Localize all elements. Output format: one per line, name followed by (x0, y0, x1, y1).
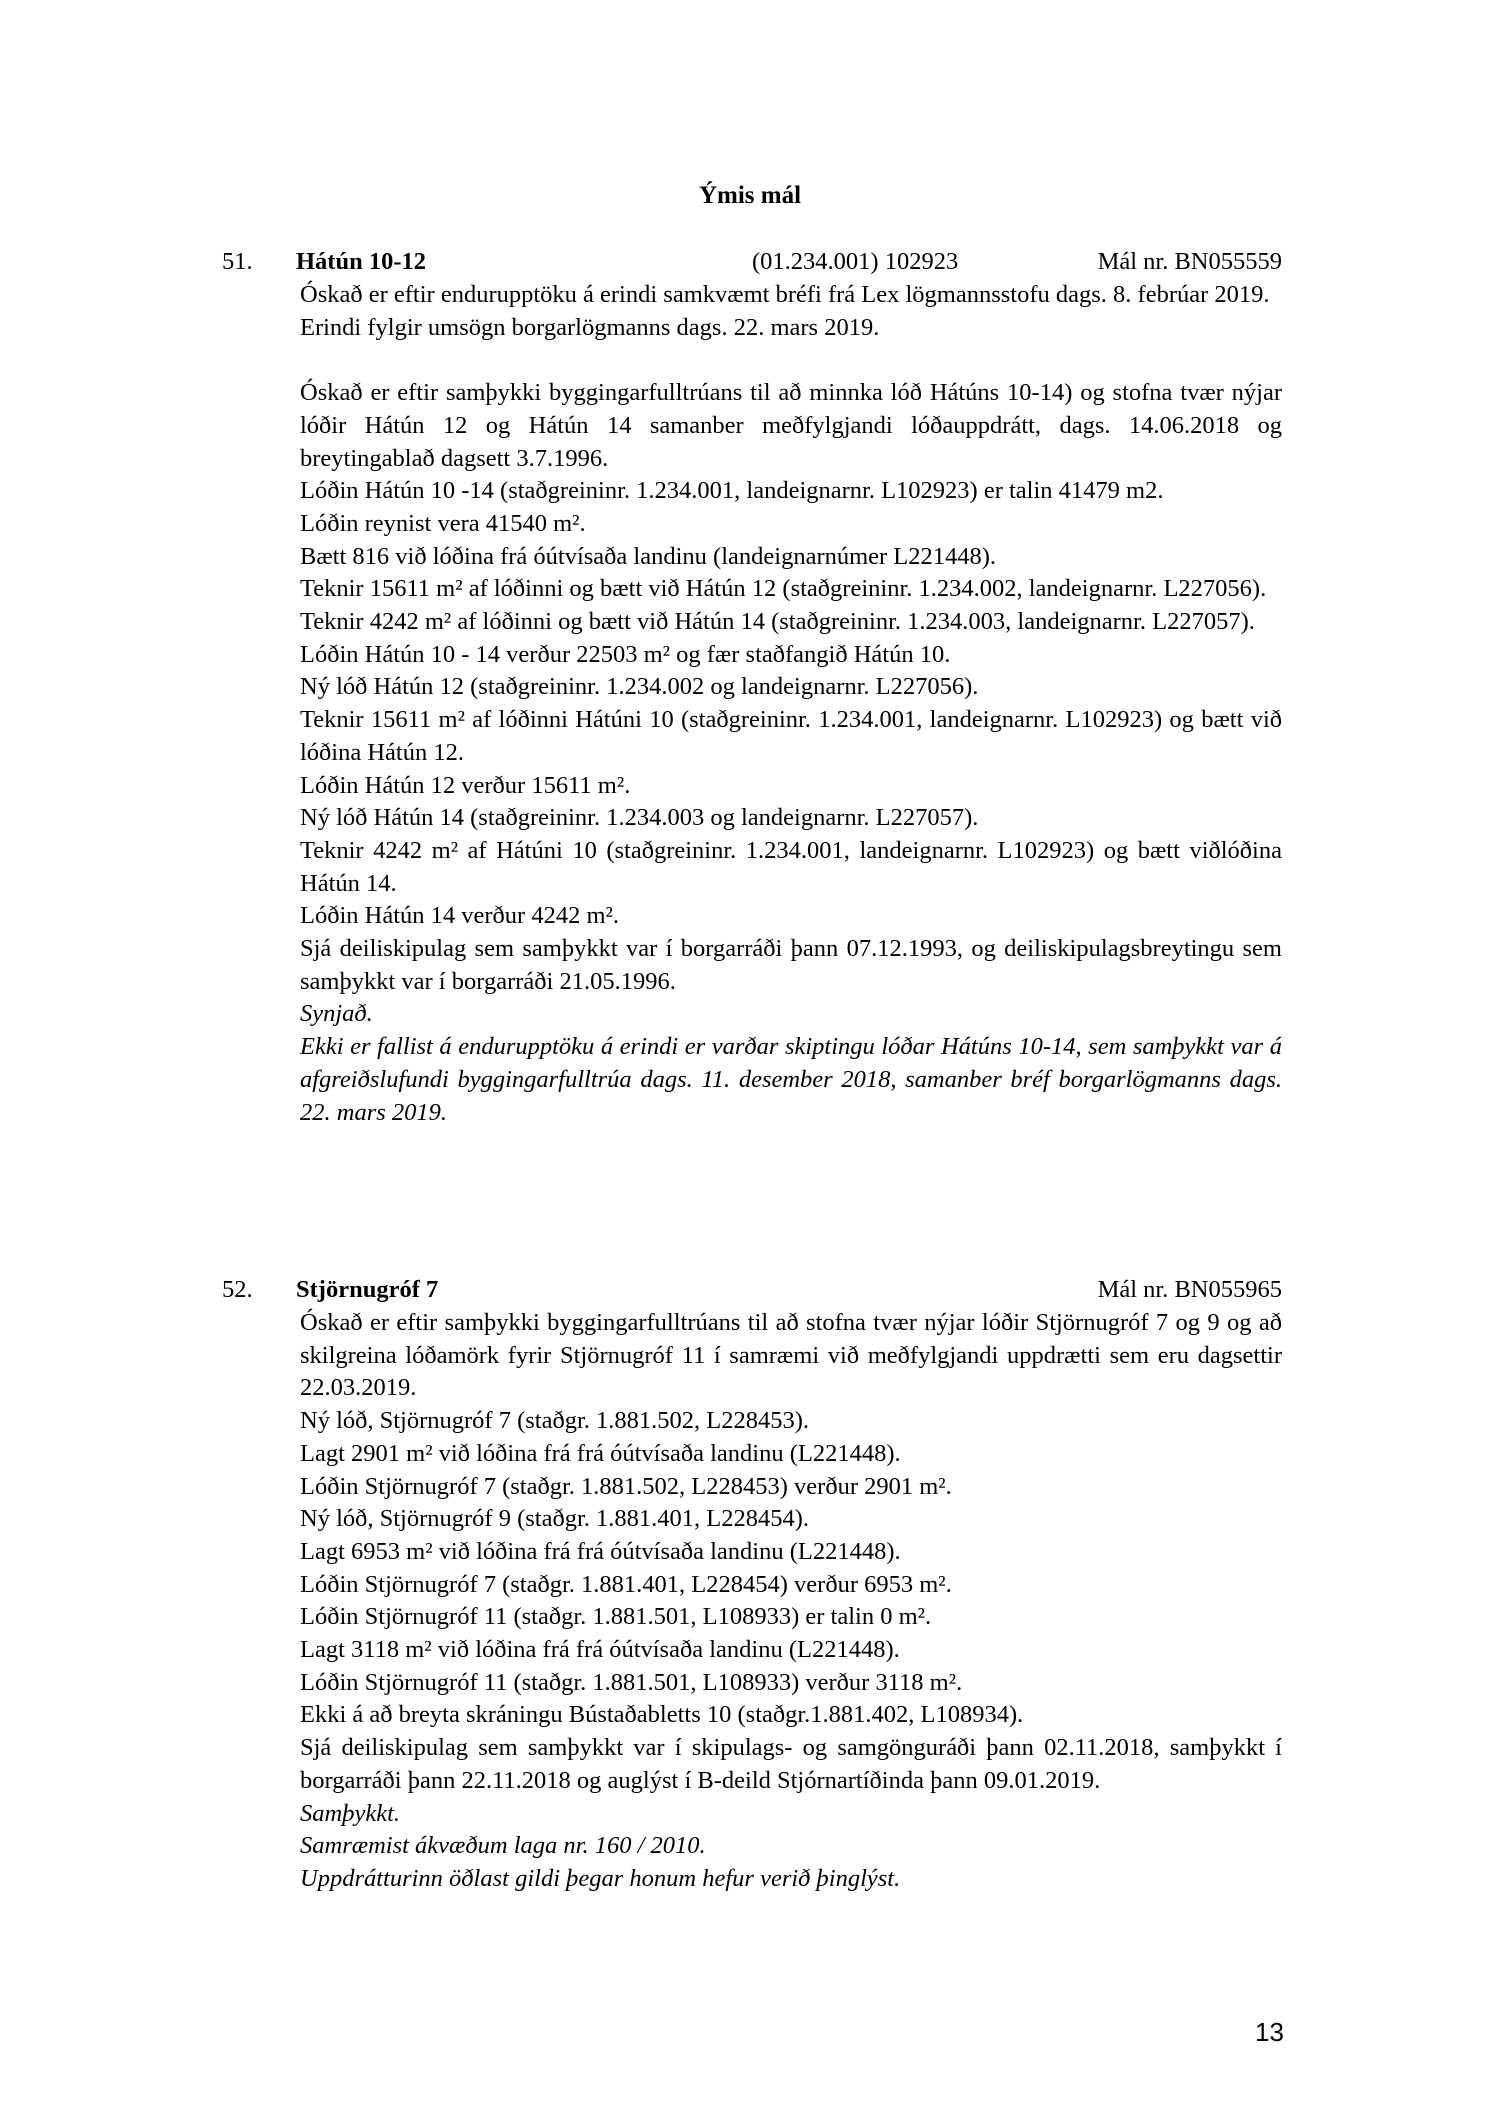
paragraph: Óskað er eftir samþykki byggingarfulltrúans til að minnka lóð Hátúns 10-14) og stofna tvær nýjar lóðir Hátún 12 og Hátún 14 samanber meðfylgjandi lóðauppdrátt, dags. 14.06.2018 og breytingablað dagsett 3.7.1996. (300, 379, 1282, 472)
paragraph: Ekki á að breyta skráningu Bústaðabletts 10 (staðgr.1.881.402, L108934). (300, 1701, 1024, 1729)
item-body (300, 1307, 1282, 1896)
case-number: Mál nr. BN055559 (1097, 248, 1282, 275)
paragraph: Teknir 4242 m² af lóðinni og bætt við Hátún 14 (staðgreininr. 1.234.003, landeignarnr. L227057). (300, 608, 1255, 636)
paragraph: Ný lóð, Stjörnugróf 9 (staðgr. 1.881.401, L228454). (300, 1505, 810, 1533)
paragraph: Sjá deiliskipulag sem samþykkt var í skipulags- og samgönguráði þann 02.11.2018, samþykkt í borgarráði þann 22.11.2018 og auglýst í B-deild Stjórnartíðinda þann 09.01.2019. (300, 1734, 1282, 1794)
item-title: Hátún 10-12 (296, 248, 427, 275)
page-number: 13 (1255, 2017, 1284, 2047)
paragraph: Erindi fylgir umsögn borgarlögmanns dags. 22. mars 2019. (300, 313, 880, 341)
paragraph: Lagt 2901 m² við lóðina frá frá óútvísaða landinu (L221448). (300, 1439, 901, 1467)
paragraph: Lóðin Stjörnugróf 11 (staðgr. 1.881.501, L108933) er talin 0 m². (300, 1603, 932, 1631)
paragraph: Lóðin Hátún 10 - 14 verður 22503 m² og fær staðfangið Hátún 10. (300, 640, 951, 668)
item-number: 52. (222, 1276, 253, 1303)
decision: Samþykkt. (300, 1799, 400, 1827)
decision-note: Ekki er fallist á endurupptöku á erindi er varðar skiptingu lóðar Hátúns 10-14, sem samþykkt var á afgreiðslufundi byggingarfulltrúa dags. 11. desember 2018, samanber bréf borgarlögmanns dags. 22. mars 2019. (300, 1033, 1282, 1126)
paragraph: Lóðin Hátún 10 -14 (staðgreininr. 1.234.001, landeignarnr. L102923) er talin 41479 m2. (300, 477, 1164, 505)
item-reference: (01.234.001) 102923 (752, 248, 959, 275)
paragraph: Lóðin Hátún 12 verður 15611 m². (300, 771, 631, 799)
paragraph: Lóðin Stjörnugróf 7 (staðgr. 1.881.502, L228453) verður 2901 m². (300, 1472, 952, 1500)
paragraph: Lagt 3118 m² við lóðina frá frá óútvísaða landinu (L221448). (300, 1636, 900, 1664)
item-header (222, 1274, 1282, 1307)
paragraph: Bætt 816 við lóðina frá óútvísaða landinu (landeignarnúmer L221448). (300, 542, 997, 570)
paragraph: Sjá deiliskipulag sem samþykkt var í borgarráði þann 07.12.1993, og deiliskipulagsbreytingu sem samþykkt var í borgarráði 21.05.1996. (300, 935, 1282, 995)
paragraph: Lóðin Stjörnugróf 11 (staðgr. 1.881.501, L108933) verður 3118 m². (300, 1668, 963, 1696)
decision: Synjað. (300, 1000, 373, 1028)
paragraph: Ný lóð Hátún 12 (staðgreininr. 1.234.002 og landeignarnr. L227056). (300, 673, 979, 701)
decision-note: Samræmist ákvæðum laga nr. 160 / 2010. (300, 1832, 706, 1860)
item-body (300, 279, 1282, 1129)
paragraph: Teknir 4242 m² af Hátúni 10 (staðgreininr. 1.234.001, landeignarnr. L102923) og bætt viðlóðina Hátún 14. (300, 836, 1282, 897)
paragraph: Lóðin reynist vera 41540 m². (300, 509, 586, 537)
case-number: Mál nr. BN055965 (1097, 1276, 1282, 1303)
section-title: Ýmis mál (698, 182, 802, 209)
paragraph: Óskað er eftir samþykki byggingarfulltrúans til að stofna tvær nýjar lóðir Stjörnugróf 7 og 9 og að skilgreina lóðamörk fyrir Stjörnugróf 11 í samræmi við meðfylgjandi uppdrætti sem eru dagsettir 22.03.2019. (300, 1309, 1282, 1402)
paragraph: Óskað er eftir endurupptöku á erindi samkvæmt bréfi frá Lex lögmannsstofu dags. 8. febrúar 2019. (300, 281, 1270, 308)
item-title: Stjörnugróf 7 (296, 1276, 439, 1303)
blank-line (300, 344, 1282, 377)
item-number: 51. (222, 248, 253, 275)
paragraph: Lagt 6953 m² við lóðina frá frá óútvísaða landinu (L221448). (300, 1537, 901, 1565)
paragraph: Lóðin Hátún 14 verður 4242 m². (300, 902, 619, 930)
paragraph: Ný lóð, Stjörnugróf 7 (staðgr. 1.881.502, L228453). (300, 1407, 810, 1435)
decision-note: Uppdrátturinn öðlast gildi þegar honum hefur verið þinglýst. (300, 1864, 901, 1892)
paragraph: Teknir 15611 m² af lóðinni Hátúni 10 (staðgreininr. 1.234.001, landeignarnr. L102923) og bætt við lóðina Hátún 12. (300, 706, 1282, 766)
paragraph: Ný lóð Hátún 14 (staðgreininr. 1.234.003 og landeignarnr. L227057). (300, 804, 979, 832)
paragraph: Teknir 15611 m² af lóðinni og bætt við Hátún 12 (staðgreininr. 1.234.002, landeignarnr. L227056). (300, 575, 1267, 603)
paragraph: Lóðin Stjörnugróf 7 (staðgr. 1.881.401, L228454) verður 6953 m². (300, 1570, 952, 1598)
item-header (222, 246, 1282, 279)
